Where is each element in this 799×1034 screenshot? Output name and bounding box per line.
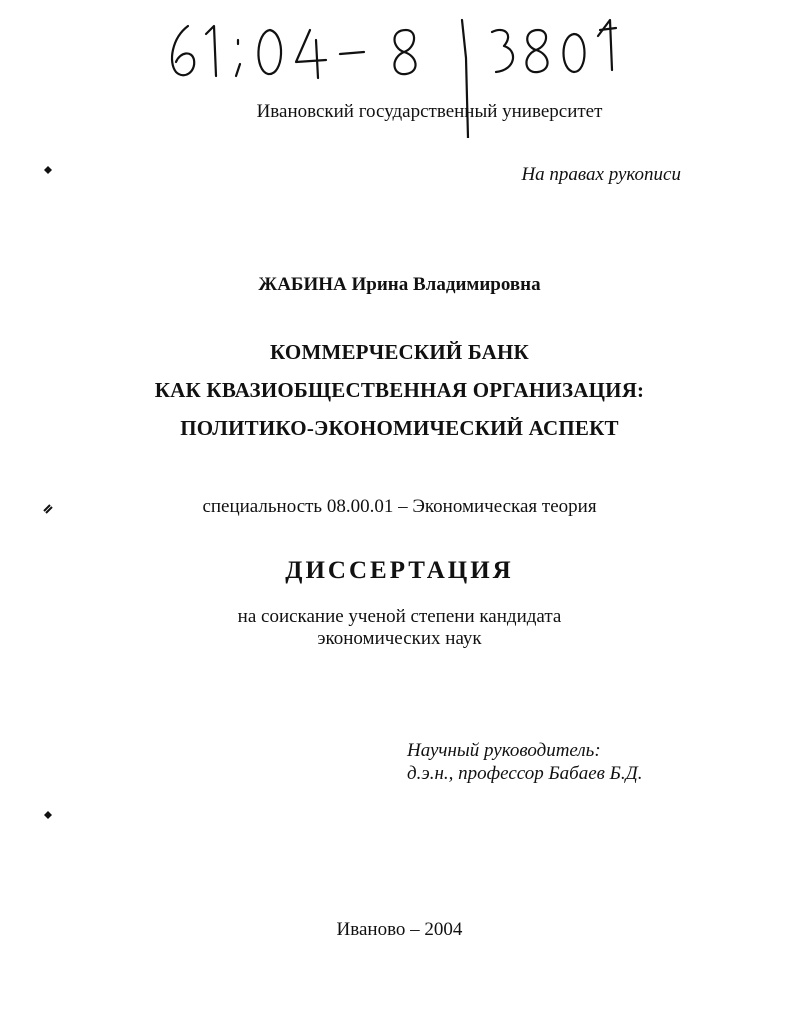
title-line-3: ПОЛИТИКО-ЭКОНОМИЧЕСКИЙ АСПЕКТ bbox=[180, 416, 619, 440]
document-type: ДИССЕРТАЦИЯ bbox=[285, 557, 514, 584]
title-line-2: КАК КВАЗИОБЩЕСТВЕННАЯ ОРГАНИЗАЦИЯ: bbox=[154, 378, 645, 402]
scan-mark-icon bbox=[42, 809, 54, 821]
rights-note: На правах рукописи bbox=[521, 164, 681, 185]
scan-mark-icon bbox=[42, 503, 54, 515]
university-name: Ивановский государственный университет bbox=[256, 101, 603, 122]
supervisor-label: Научный руководитель: bbox=[407, 740, 601, 761]
author-name: ЖАБИНА Ирина Владимировна bbox=[258, 274, 541, 295]
supervisor-name: д.э.н., профессор Бабаев Б.Д. bbox=[407, 763, 643, 784]
degree-line-1: на соискание ученой степени кандидата bbox=[237, 606, 562, 627]
city-year: Иваново – 2004 bbox=[336, 919, 463, 940]
degree-line-2: экономических наук bbox=[317, 628, 482, 649]
specialty: специальность 08.00.01 – Экономическая теория bbox=[202, 496, 597, 517]
title-line-1: КОММЕРЧЕСКИЙ БАНК bbox=[270, 340, 529, 364]
scan-mark-icon bbox=[42, 164, 54, 176]
